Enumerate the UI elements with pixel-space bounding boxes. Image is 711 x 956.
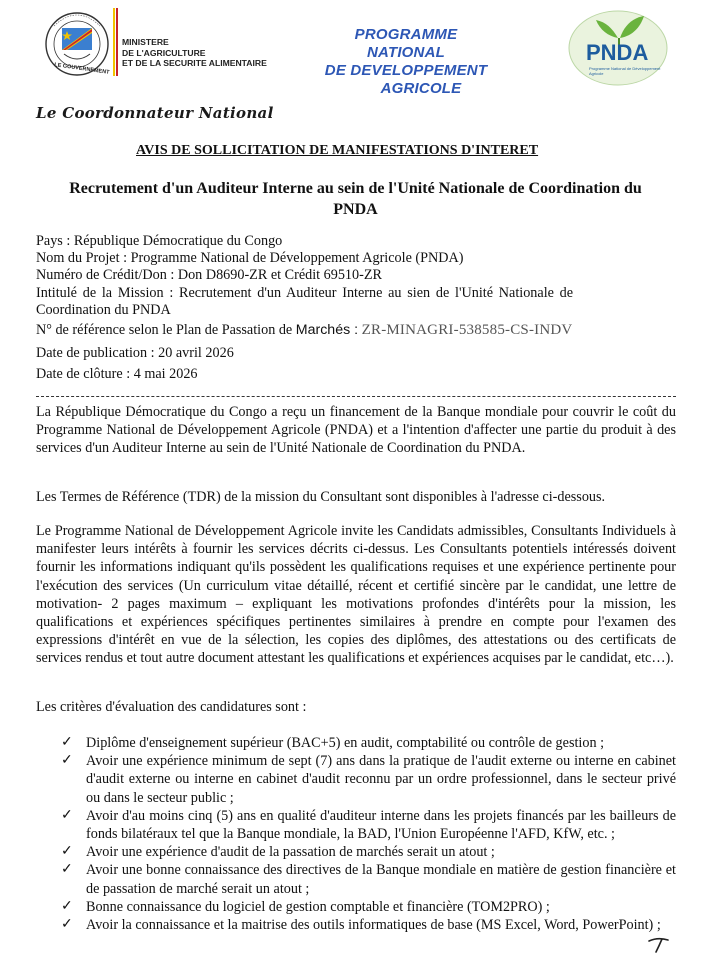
info-reference-label-2: Marchés : — [295, 322, 359, 338]
info-mission-line-1: Intitulé de la Mission : Recrutement d'un Auditeur Interne au sien de l'Unité Nationale de — [36, 285, 574, 301]
criteria-text: Bonne connaissance du logiciel de gestion comptable et financière (TOM2PRO) ; — [86, 898, 550, 915]
info-reference-code: ZR-MINAGRI-538585-CS-INDV — [361, 322, 573, 338]
info-project: Nom du Projet : Programme National de Développement Agricole (PNDA) — [36, 250, 464, 266]
check-icon: ✓ — [61, 862, 73, 878]
criteria-item — [61, 916, 676, 934]
criteria-item — [61, 843, 676, 861]
signature-title: Le Coordonnateur National — [36, 104, 274, 122]
criteria-text: Diplôme d'enseignement supérieur (BAC+5) en audit, comptabilité ou contrôle de gestion ; — [86, 735, 605, 751]
check-icon: ✓ — [61, 917, 73, 933]
program-line-3: AGRICOLE — [380, 80, 462, 97]
paragraph-criteria-intro: Les critères d'évaluation des candidatures sont : — [36, 699, 307, 715]
criteria-item — [61, 861, 676, 897]
criteria-text: Avoir la connaissance et la maitrise des outils informatiques de base (MS Excel, Word, PowerPoint) ; — [86, 917, 661, 934]
check-icon: ✓ — [61, 807, 73, 823]
info-country: Pays : République Démocratique du Congo — [36, 233, 283, 249]
info-reference-label: N° de référence selon le Plan de Passation de — [36, 322, 293, 338]
header — [0, 0, 711, 100]
ministry-name — [122, 37, 267, 69]
info-mission-line-2: Coordination du PNDA — [36, 302, 171, 318]
notice-subtitle-line-1: Recrutement d'un Auditeur Interne au sein de l'Unité Nationale de Coordination du — [69, 180, 642, 197]
pnda-logo — [566, 8, 670, 88]
pnda-logo-subtitle: Programme National de Développement Agricole — [589, 66, 661, 76]
notice-subtitle — [36, 178, 675, 220]
paragraph-financing: La République Démocratique du Congo a reçu un financement de la Banque mondiale pour couvrir le coût du Programme National de Développement Agricole (PNDA) et a l'intention d'affecter une partie du produit à des services d'un Auditeur Interne au sein de l'Unité Nationale de Coordination du PNDA. — [36, 404, 676, 457]
check-icon: ✓ — [61, 753, 73, 769]
flag-bar-red — [116, 8, 118, 76]
info-publication-date: Date de publication : 20 avril 2026 — [36, 345, 234, 361]
criteria-item — [61, 898, 676, 916]
program-line-2: DE DEVELOPPEMENT — [324, 62, 488, 79]
dashed-separator — [36, 396, 676, 397]
criteria-text: Avoir une bonne connaissance des directives de la Banque mondiale en matière de gestion financière et de passation de marché serait un atout ; — [86, 862, 676, 897]
paragraph-invitation: Le Programme National de Développement Agricole invite les Candidats admissibles, Consultants Individuels à manifester leurs intérêts à fournir les services décrits ci-dessus. Les Consultants potentiels intéressés doivent fournir les informations indiquant qu'ils possèdent les qualifications requises et une expérience pertinente pour l'exécution des services (Un curriculum vitae détaillé, récent et certifié sincère par le candidat, une lettre de motivation- 2 pages maximum – expliquant les motivations profondes d'intérêts pour la mission, les qualifications et expériences spécifiques pertinentes similaires à prendre en compte pour l'examen des expressions d'intérêt en vue de la sélection, les copies des diplômes, des attestations ou des certificats de services rendus et tout autre document attestant les qualifications et expériences acquises par le candidat, etc…). — [36, 523, 676, 667]
flag-bar-yellow — [113, 8, 115, 76]
check-icon: ✓ — [61, 844, 73, 860]
pnda-logo-word: PNDA — [586, 40, 649, 65]
check-icon: ✓ — [61, 898, 73, 914]
program-line-1: PROGRAMME NATIONAL — [354, 26, 458, 61]
criteria-list — [61, 734, 676, 934]
notice-title: AVIS DE SOLLICITATION DE MANIFESTATIONS D'INTERET — [136, 143, 539, 158]
program-name — [318, 26, 494, 98]
initials-mark-icon — [646, 936, 674, 954]
criteria-text: Avoir une expérience d'audit de la passation de marchés serait un atout ; — [86, 844, 495, 861]
info-reference — [36, 322, 572, 339]
info-closing-date: Date de clôture : 4 mai 2026 — [36, 366, 198, 382]
criteria-item — [61, 734, 676, 752]
ministry-line-2: DE L'AGRICULTURE — [122, 47, 206, 58]
notice-subtitle-line-2: PNDA — [333, 201, 378, 218]
criteria-text: Avoir une expérience minimum de sept (7) ans dans la pratique de l'audit externe ou interne en cabinet d'audit externe ou interne en cabinet d'audit reconnu par un ordre professionnel, dans le secteur privé ou dans le secteur public ; — [86, 753, 676, 806]
criteria-text: Avoir d'au moins cinq (5) ans en qualité d'auditeur interne dans les projets financés par les bailleurs de fonds bilatéraux tel que la Banque mondiale, la BAD, l'Union Européenne l'AFD, KfW, etc. ; — [86, 807, 676, 843]
criteria-item — [61, 752, 676, 807]
paragraph-tdr: Les Termes de Référence (TDR) de la mission du Consultant sont disponibles à l'adresse ci-dessous. — [36, 489, 606, 505]
check-icon: ✓ — [61, 735, 73, 750]
seal-caption: LE GOUVERNEMENT — [53, 62, 110, 76]
ministry-line-1: MINISTERE — [122, 37, 169, 47]
criteria-item — [61, 807, 676, 843]
ministry-line-3: ET DE LA SECURITE ALIMENTAIRE — [122, 58, 267, 68]
info-credit: Numéro de Crédit/Don : Don D8690-ZR et Crédit 69510-ZR — [36, 267, 382, 283]
